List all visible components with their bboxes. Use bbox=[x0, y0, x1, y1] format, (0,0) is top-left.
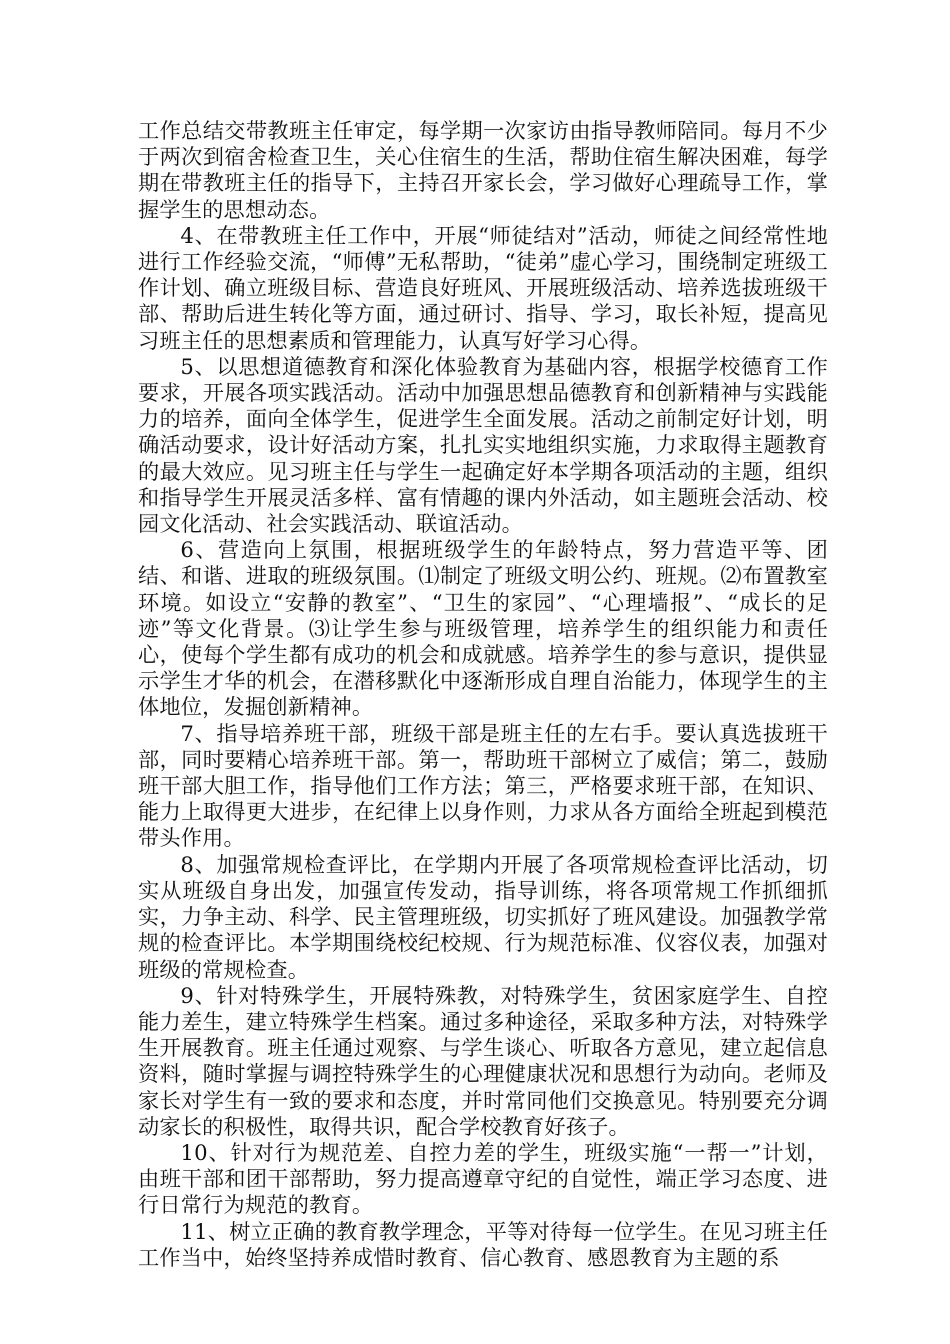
paragraph-item-7: 7、指导培养班干部，班级干部是班主任的左右手。要认真选拔班干部，同时要精心培养班干部。第一，帮助班干部树立了威信；第二，鼓励班干部大胆工作，指导他们工作方法；第三，严格要求班干部，在知识、能力上取得更大进步，在纪律上以身作则，力求从各方面给全班起到模范带头作用。 bbox=[138, 720, 828, 851]
paragraph-item-8: 8、加强常规检查评比，在学期内开展了各项常规检查评比活动，切实从班级自身出发，加强宣传发动，指导训练，将各项常规工作抓细抓实，力争主动、科学、民主管理班级，切实抓好了班风建设。加强教学常规的检查评比。本学期围绕校纪校规、行为规范标准、仪容仪表，加强对班级的常规检查。 bbox=[138, 851, 828, 982]
paragraph-item-9: 9、针对特殊学生，开展特殊教，对特殊学生，贫困家庭学生、自控能力差生，建立特殊学生档案。通过多种途径，采取多种方法，对特殊学生开展教育。班主任通过观察、与学生谈心、听取各方意见，建立起信息资料，随时掌握与调控特殊学生的心理健康状况和思想行为动向。老师及家长对学生有一致的要求和态度，并时常同他们交换意见。特别要充分调动家长的积极性，取得共识，配合学校教育好孩子。 bbox=[138, 982, 828, 1139]
paragraph-continuation: 工作总结交带教班主任审定，每学期一次家访由指导教师陪同。每月不少于两次到宿舍检查卫生，关心住宿生的生活，帮助住宿生解决困难，每学期在带教班主任的指导下，主持召开家长会，学习做好心理疏导工作，掌握学生的思想动态。 bbox=[138, 118, 828, 222]
paragraph-item-6: 6、营造向上氛围，根据班级学生的年龄特点，努力营造平等、团结、和谐、进取的班级氛围。⑴制定了班级文明公约、班规。⑵布置教室环境。如设立“安静的教室”、“卫生的家园”、“心理墙报”、“成长的足迹”等文化背景。⑶让学生参与班级管理，培养学生的组织能力和责任心，使每个学生都有成功的机会和成就感。培养学生的参与意识，提供显示学生才华的机会，在潜移默化中逐渐形成自理自治能力，体现学生的主体地位，发掘创新精神。 bbox=[138, 537, 828, 720]
paragraph-item-11: 11、树立正确的教育教学理念，平等对待每一位学生。在见习班主任工作当中，始终坚持养成惜时教育、信心教育、感恩教育为主题的系 bbox=[138, 1218, 828, 1270]
document-page bbox=[138, 118, 828, 1271]
paragraph-item-5: 5、以思想道德教育和深化体验教育为基础内容，根据学校德育工作要求，开展各项实践活动。活动中加强思想品德教育和创新精神与实践能力的培养，面向全体学生，促进学生全面发展。活动之前制定好计划，明确活动要求，设计好活动方案，扎扎实实地组织实施，力求取得主题教育的最大效应。见习班主任与学生一起确定好本学期各项活动的主题，组织和指导学生开展灵活多样、富有情趣的课内外活动，如主题班会活动、校园文化活动、社会实践活动、联谊活动。 bbox=[138, 353, 828, 537]
paragraph-item-4: 4、在带教班主任工作中，开展“师徒结对”活动，师徒之间经常性地进行工作经验交流，“师傅”无私帮助，“徒弟”虚心学习，围绕制定班级工作计划、确立班级目标、营造良好班风、开展班级活动、培养选拔班级干部、帮助后进生转化等方面，通过研讨、指导、学习，取长补短，提高见习班主任的思想素质和管理能力，认真写好学习心得。 bbox=[138, 222, 828, 353]
paragraph-item-10: 10、针对行为规范差、自控力差的学生，班级实施“一帮一”计划，由班干部和团干部帮助，努力提高遵章守纪的自觉性，端正学习态度、进行日常行为规范的教育。 bbox=[138, 1139, 828, 1218]
